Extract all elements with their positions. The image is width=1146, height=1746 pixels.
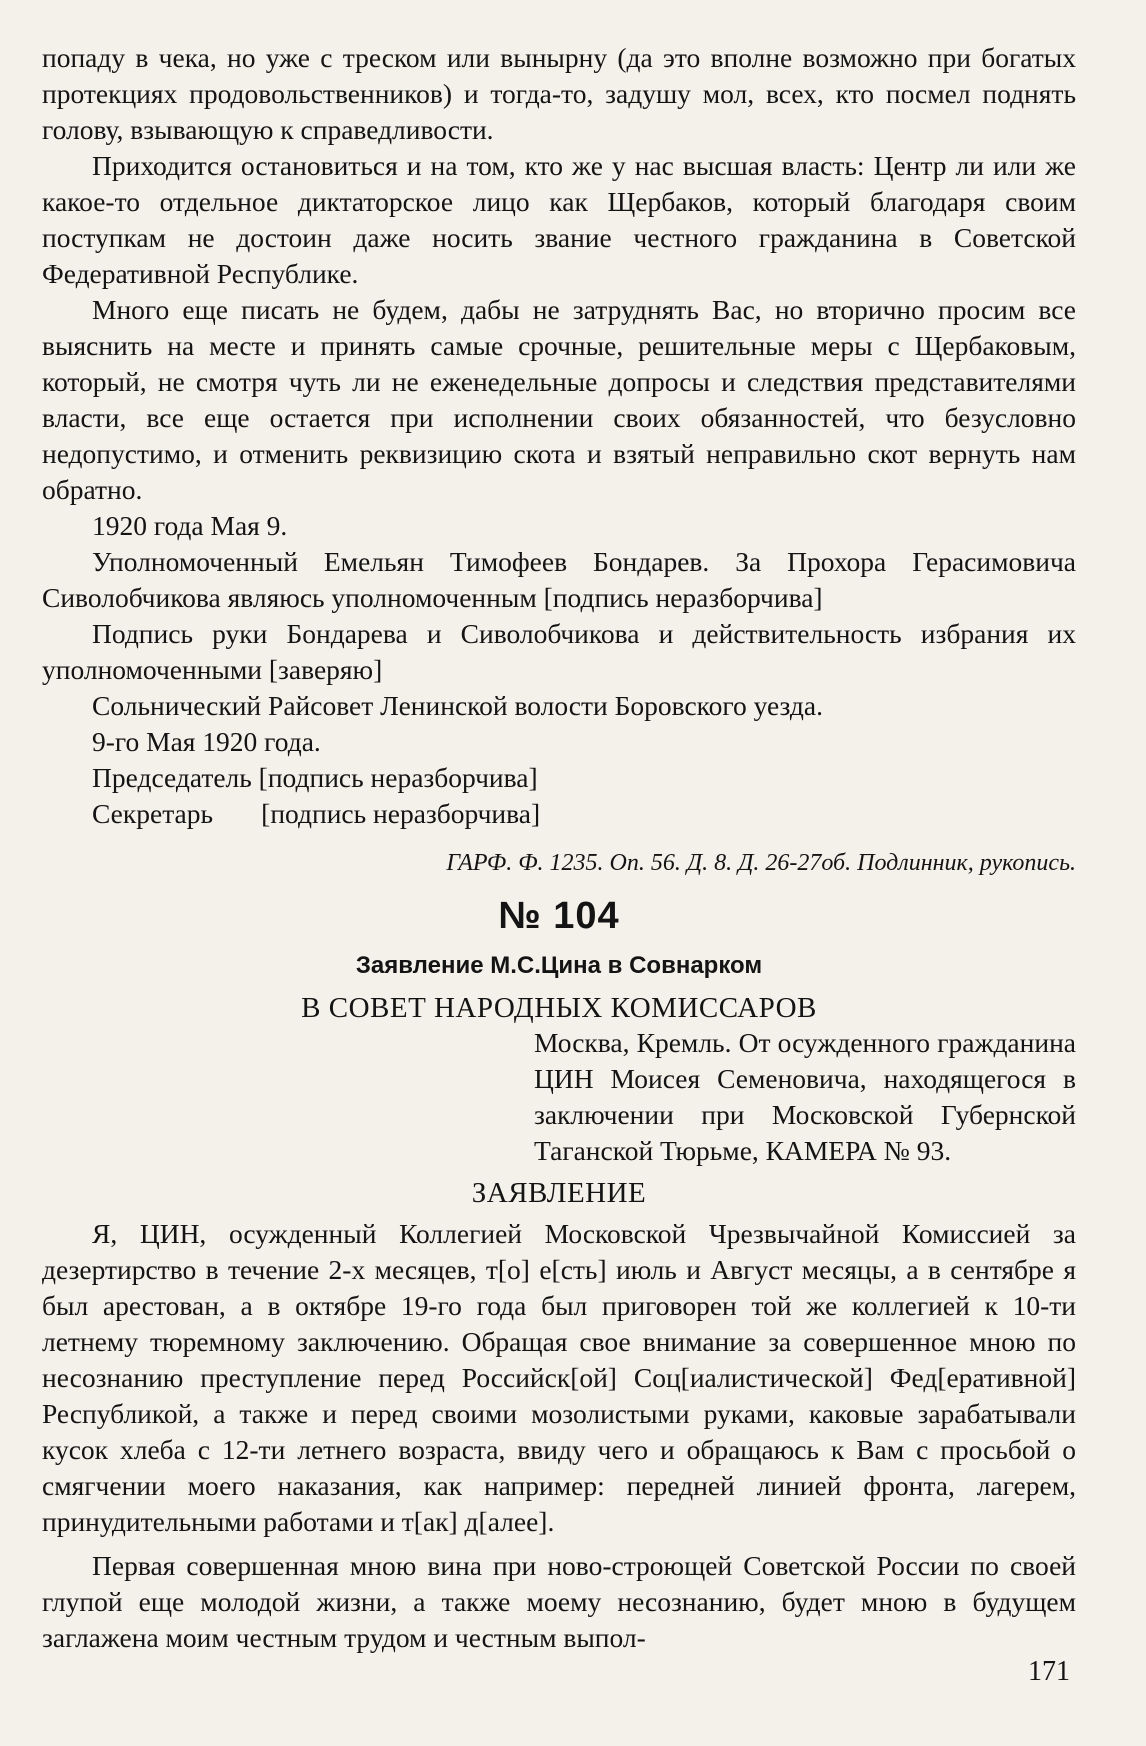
signatory-line: Уполномоченный Емельян Тимофеев Бондарев. За Прохора Герасимовича Сиволобчикова являюсь уполномоченным [подпись неразборчива] <box>42 546 1076 613</box>
paragraph-request: Много еще писать не будем, дабы не затруднять Вас, но вторично просим все выяснить на месте и принять самые срочные, решительные меры с Щербаковым, который, не смотря чуть ли не еженедельные допросы и следствия представителями власти, все еще остается при исполнении своих обязанностей, что безусловно недопустимо, и отменить реквизицию скота и взятый неправильно скот вернуть нам обратно. <box>42 294 1076 505</box>
document-addressee: В СОВЕТ НАРОДНЫХ КОМИССАРОВ <box>301 992 817 1024</box>
date-line: 1920 года Мая 9. <box>92 510 288 541</box>
letter-body <box>42 40 1076 832</box>
sender-block: Москва, Кремль. От осужденного гражданина ЦИН Моисея Семеновича, находящегося в заключении при Московской Губернской Таганской Тюрьме, КАМЕРА № 93. <box>534 1027 1076 1166</box>
paragraph-authority: Приходится остановиться и на том, кто же у нас высшая власть: Центр ли или же какое-то отдельное диктаторское лицо как Щербаков, который благодаря своим поступкам не достоин даже носить звание честного гражданина в Советской Федеративной Республике. <box>42 150 1076 289</box>
chairman-line: Председатель [подпись неразборчива] <box>92 762 538 793</box>
archive-source: ГАРФ. Ф. 1235. Оп. 56. Д. 8. Д. 26-27об. Подлинник, рукопись. <box>446 850 1076 876</box>
statement-heading: ЗАЯВЛЕНИЕ <box>471 1177 647 1209</box>
document-title: Заявление М.С.Цина в Совнарком <box>355 952 763 979</box>
statement-body <box>42 1216 1076 1656</box>
statement-paragraph-1: Я, ЦИН, осужденный Коллегией Московской Чрезвычайной Комиссией за дезертирство в течение 2-х месяцев, т[о] е[сть] июль и Август месяцы, а в сентябре я был арестован, а в октябре 19-го года был приговорен той же коллегией к 10-ти летнему тюремному заключению. Обращая свое внимание за совершенное мною по несознанию преступление перед Российск[ой] Соц[иалистической] Фед[еративной] Республикой, а также и перед своими мозолистыми руками, каковые зарабатывали кусок хлеба с 12-ти летнего возраста, ввиду чего и обращаюсь к Вам с просьбой о смягчении моего наказания, как например: передней линией фронта, лагерем, принудительными работами и т[ак] д[алее]. <box>42 1218 1076 1537</box>
paragraph-continuation: попаду в чека, но уже с треском или вынырну (да это вполне возможно при богатых протекциях продовольственников) и тогда-то, задушу мол, всех, кто посмел поднять голову, взывающую к справедливости. <box>42 42 1076 145</box>
secretary-line: Секретарь [подпись неразборчива] <box>92 798 541 829</box>
certification-line: Подпись руки Бондарева и Сиволобчикова и действительность избрания их уполномоченными [заверяю] <box>42 618 1076 685</box>
page-number: 171 <box>1028 1656 1070 1687</box>
document-number: № 104 <box>498 895 620 937</box>
council-date-line: 9-го Мая 1920 года. <box>92 726 321 757</box>
statement-paragraph-2: Первая совершенная мною вина при ново-строющей Советской России по своей глупой еще молодой жизни, а также моему несознанию, будет мною в будущем заглажена моим честным трудом и честным выпол- <box>42 1550 1076 1653</box>
council-line: Сольнический Райсовет Ленинской волости Боровского уезда. <box>92 690 823 721</box>
